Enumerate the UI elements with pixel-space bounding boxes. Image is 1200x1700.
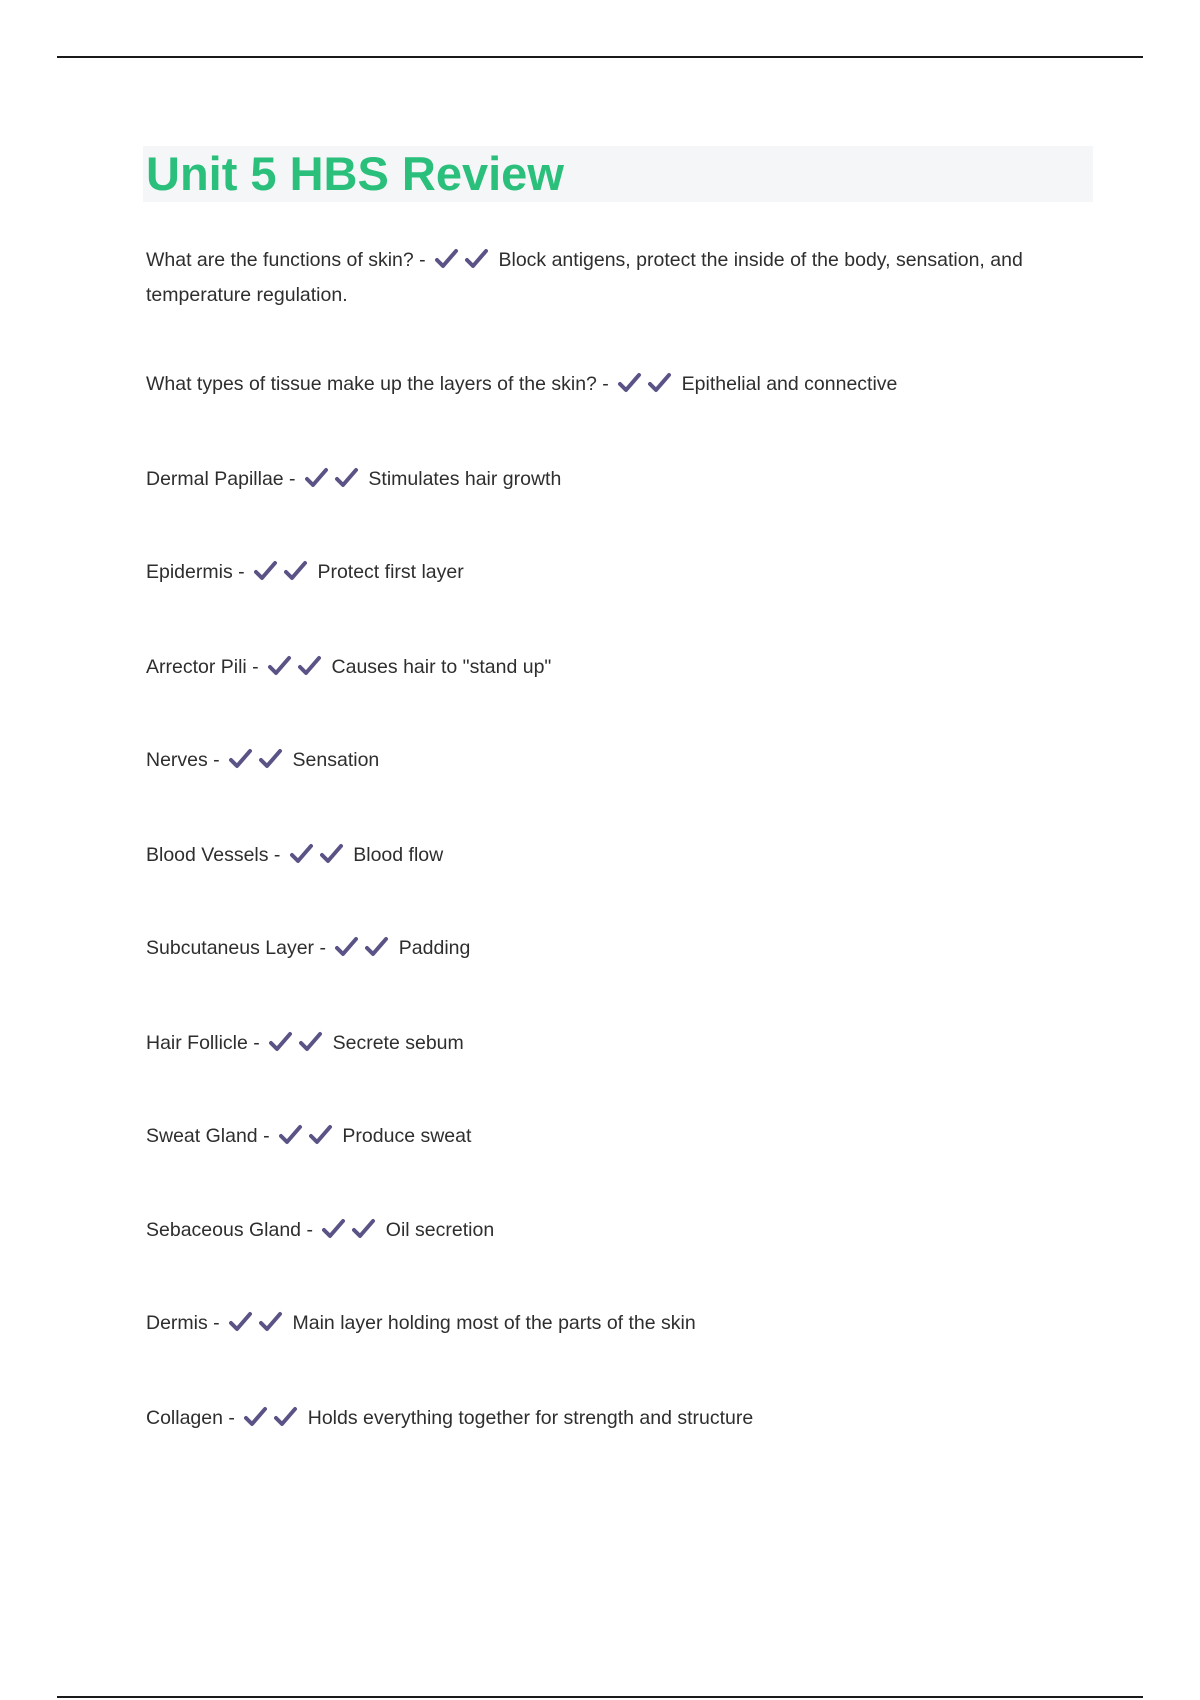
answer-text: Protect first layer [317, 561, 464, 583]
checkmark-icon [320, 843, 344, 865]
double-checkmark-icon [322, 1218, 378, 1250]
answer-text: Causes hair to "stand up" [331, 656, 552, 678]
double-checkmark-icon [254, 560, 310, 592]
qa-item [146, 652, 1076, 687]
checkmark-icon [229, 748, 253, 770]
double-checkmark-icon [268, 655, 324, 687]
answer-text: Sensation [292, 749, 380, 771]
checkmark-icon [309, 1124, 333, 1146]
double-checkmark-icon [229, 748, 285, 780]
qa-item [146, 464, 1076, 499]
question-text: Dermis - [146, 1312, 220, 1334]
checkmark-icon [279, 1124, 303, 1146]
qa-item [146, 369, 1076, 404]
double-checkmark-icon [229, 1311, 285, 1343]
question-text: Arrector Pili - [146, 656, 259, 678]
checkmark-icon [298, 655, 322, 677]
qa-item [146, 1215, 1076, 1250]
checkmark-icon [365, 936, 389, 958]
checkmark-icon [259, 748, 283, 770]
answer-text: Block antigens, protect the inside of the body, sensation, and temperature regulation. [146, 249, 1023, 306]
answer-text: Main layer holding most of the parts of the skin [292, 1312, 696, 1334]
checkmark-icon [268, 655, 292, 677]
checkmark-icon [322, 1218, 346, 1240]
double-checkmark-icon [335, 936, 391, 968]
question-text: Sweat Gland - [146, 1125, 270, 1147]
checkmark-icon [254, 560, 278, 582]
checkmark-icon [335, 467, 359, 489]
double-checkmark-icon [244, 1406, 300, 1438]
question-text: Collagen - [146, 1407, 235, 1429]
answer-text: Secrete sebum [332, 1032, 464, 1054]
checkmark-icon [465, 248, 489, 270]
qa-item [146, 1121, 1076, 1156]
qa-item [146, 840, 1076, 875]
checkmark-icon [269, 1031, 293, 1053]
qa-item [146, 1028, 1076, 1063]
checkmark-icon [299, 1031, 323, 1053]
double-checkmark-icon [269, 1031, 325, 1063]
question-text: Blood Vessels - [146, 844, 281, 866]
checkmark-icon [290, 843, 314, 865]
checkmark-icon [259, 1311, 283, 1333]
checkmark-icon [335, 936, 359, 958]
answer-text: Oil secretion [385, 1219, 495, 1241]
checkmark-icon [648, 372, 672, 394]
answer-text: Blood flow [353, 844, 444, 866]
page-top-rule [57, 56, 1143, 58]
answer-text: Epithelial and connective [681, 373, 898, 395]
checkmark-icon [305, 467, 329, 489]
qa-item [146, 933, 1076, 968]
checkmark-icon [618, 372, 642, 394]
double-checkmark-icon [305, 467, 361, 499]
answer-text: Stimulates hair growth [368, 468, 562, 490]
answer-text: Produce sweat [342, 1125, 472, 1147]
question-text: What are the functions of skin? - [146, 249, 426, 271]
question-text: Nerves - [146, 749, 220, 771]
qa-item [146, 557, 1076, 592]
question-text: Sebaceous Gland - [146, 1219, 313, 1241]
question-text: What types of tissue make up the layers of the skin? - [146, 373, 609, 395]
double-checkmark-icon [435, 248, 491, 280]
checkmark-icon [244, 1406, 268, 1428]
question-text: Hair Follicle - [146, 1032, 260, 1054]
answer-text: Padding [398, 937, 471, 959]
question-text: Dermal Papillae - [146, 468, 296, 490]
double-checkmark-icon [279, 1124, 335, 1156]
qa-item [146, 245, 1076, 311]
checkmark-icon [435, 248, 459, 270]
qa-item [146, 1308, 1076, 1343]
double-checkmark-icon [618, 372, 674, 404]
double-checkmark-icon [290, 843, 346, 875]
qa-item [146, 745, 1076, 780]
question-text: Subcutaneus Layer - [146, 937, 326, 959]
page-title: Unit 5 HBS Review [146, 147, 564, 200]
qa-item [146, 1403, 1076, 1438]
checkmark-icon [274, 1406, 298, 1428]
checkmark-icon [229, 1311, 253, 1333]
page-bottom-rule [57, 1696, 1143, 1698]
checkmark-icon [284, 560, 308, 582]
question-text: Epidermis - [146, 561, 245, 583]
answer-text: Holds everything together for strength and structure [307, 1407, 754, 1429]
checkmark-icon [352, 1218, 376, 1240]
